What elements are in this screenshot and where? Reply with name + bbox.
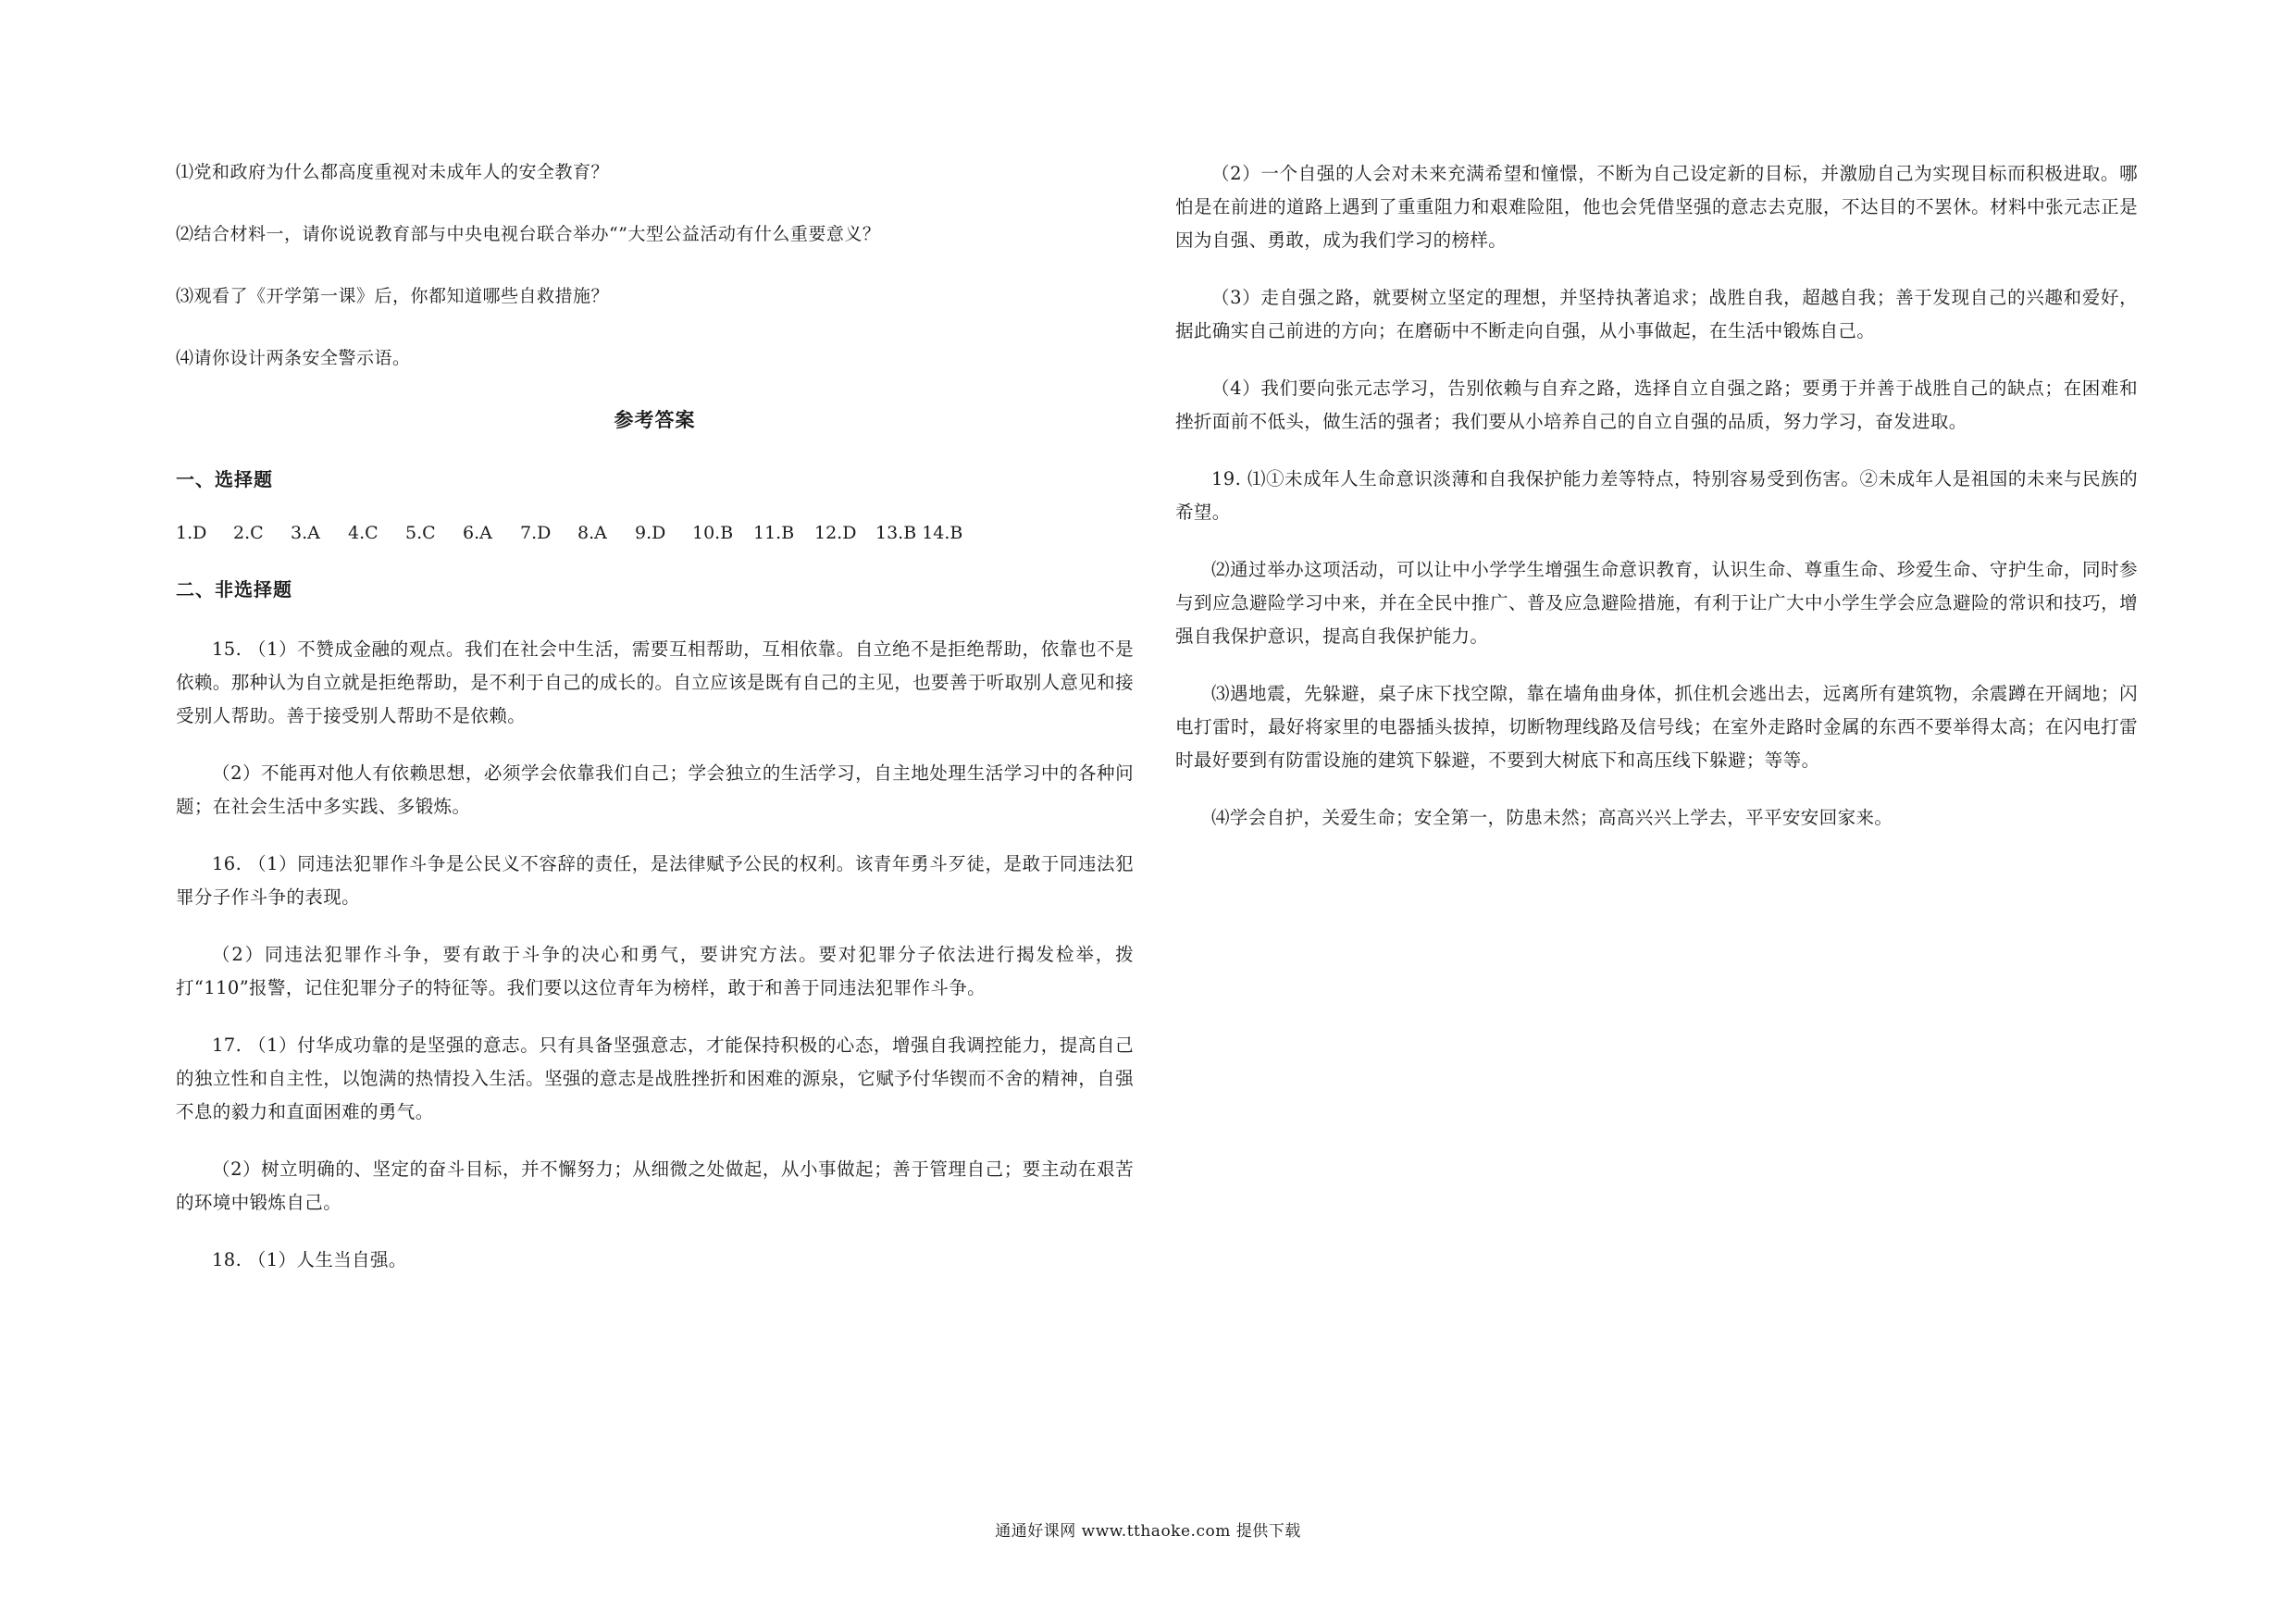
answer-17-2: （2）树立明确的、坚定的奋斗目标，并不懈努力；从细微之处做起，从小事做起；善于管理自己；要主动在艰苦的环境中锻炼自己。 [176, 1158, 1134, 1213]
choice-answer: 12.D [814, 523, 857, 543]
choice-answer: 6.A [463, 523, 492, 543]
choice-answer: 13.B 14.B [875, 523, 963, 543]
answer-15-2: （2）不能再对他人有依赖思想，必须学会依靠我们自己；学会独立的生活学习，自主地处理生活学习中的各种问题；在社会生活中多实践、多锻炼。 [176, 762, 1134, 817]
choice-answer: 3.A [291, 523, 320, 543]
right-column [1175, 157, 2138, 859]
choice-answer: 1.D [176, 523, 207, 543]
answer-18-2: （2）一个自强的人会对未来充满希望和憧憬，不断为自己设定新的目标，并激励自己为实现目标而积极进取。哪怕是在前进的道路上遇到了重重阻力和艰难险阻，他也会凭借坚强的意志去克服，不达目的不罢休。材料中张元志正是因为自强、勇敢，成为我们学习的榜样。 [1175, 163, 2138, 251]
choice-answer: 7.D [520, 523, 552, 543]
choice-answer: 9.D [635, 523, 666, 543]
answer-17-1: 17. （1）付华成功靠的是坚强的意志。只有具备坚强意志，才能保持积极的心态，增强自我调控能力，提高自己的独立性和自主性，以饱满的热情投入生活。坚强的意志是战胜挫折和困难的源泉，它赋予付华锲而不舍的精神，自强不息的毅力和直面困难的勇气。 [176, 1035, 1134, 1122]
answer-title: 参考答案 [614, 408, 696, 431]
section1-heading: 一、选择题 [176, 468, 273, 490]
answer-18-4: （4）我们要向张元志学习，告别依赖与自弃之路，选择自立自强之路；要勇于并善于战胜自己的缺点；在困难和挫折面前不低头，做生活的强者；我们要从小培养自己的自立自强的品质，努力学习，奋发进取。 [1175, 378, 2138, 432]
page-footer: 通通好课网 www.tthaoke.com 提供下载 [995, 1522, 1301, 1541]
choice-answer: 10.B [692, 523, 734, 543]
answer-16-1: 16. （1）同违法犯罪作斗争是公民义不容辞的责任，是法律赋予公民的权利。该青年勇斗歹徒，是敢于同违法犯罪分子作斗争的表现。 [176, 853, 1134, 908]
answer-19-1: 19. ⑴①未成年人生命意识淡薄和自我保护能力差等特点，特别容易受到伤害。②未成年人是祖国的未来与民族的希望。 [1175, 468, 2138, 523]
question-4: ⑷请你设计两条安全警示语。 [176, 348, 411, 368]
choice-answer: 11.B [753, 523, 795, 543]
choice-answer: 4.C [348, 523, 379, 543]
answer-15-1: 15. （1）不赞成金融的观点。我们在社会中生活，需要互相帮助，互相依靠。自立绝不是拒绝帮助，依靠也不是依赖。那种认为自立就是拒绝帮助，是不利于自己的成长的。自立应该是既有自己的主见，也要善于听取别人意见和接受别人帮助。善于接受别人帮助不是依赖。 [176, 638, 1134, 726]
left-column [176, 157, 1134, 1301]
choice-answer: 2.C [233, 523, 264, 543]
section2-heading: 二、非选择题 [176, 578, 292, 601]
question-1: ⑴党和政府为什么都高度重视对未成年人的安全教育？ [176, 162, 610, 182]
choice-answers [176, 523, 1134, 543]
choice-answer: 5.C [405, 523, 436, 543]
answer-18-1: 18. （1）人生当自强。 [212, 1249, 407, 1270]
choice-answer: 8.A [577, 523, 607, 543]
answer-19-2: ⑵通过举办这项活动，可以让中小学学生增强生命意识教育，认识生命、尊重生命、珍爱生命、守护生命，同时参与到应急避险学习中来，并在全民中推广、普及应急避险措施，有利于让广大中小学生学会应急避险的常识和技巧，增强自我保护意识，提高自我保护能力。 [1175, 559, 2138, 647]
answer-19-3: ⑶遇地震，先躲避，桌子床下找空隙，靠在墙角曲身体，抓住机会逃出去，远离所有建筑物，余震蹲在开阔地；闪电打雷时，最好将家里的电器插头拔掉，切断物理线路及信号线；在室外走路时金属的东西不要举得太高；在闪电打雷时最好要到有防雷设施的建筑下躲避，不要到大树底下和高压线下躲避；等等。 [1175, 683, 2138, 771]
question-3: ⑶观看了《开学第一课》后，你都知道哪些自救措施？ [176, 286, 610, 306]
question-2: ⑵结合材料一，请你说说教育部与中央电视台联合举办“”大型公益活动有什么重要意义？ [176, 224, 881, 244]
answer-18-3: （3）走自强之路，就要树立坚定的理想，并坚持执著追求；战胜自我，超越自我；善于发现自己的兴趣和爱好，据此确实自己前进的方向；在磨砺中不断走向自强，从小事做起，在生活中锻炼自己。 [1175, 287, 2138, 341]
answer-19-4: ⑷学会自护，关爱生命；安全第一，防患未然；高高兴兴上学去，平平安安回家来。 [1211, 807, 1893, 828]
answer-16-2: （2）同违法犯罪作斗争，要有敢于斗争的决心和勇气，要讲究方法。要对犯罪分子依法进行揭发检举，拨打“110”报警，记住犯罪分子的特征等。我们要以这位青年为榜样，敢于和善于同违法犯罪作斗争。 [176, 944, 1134, 998]
